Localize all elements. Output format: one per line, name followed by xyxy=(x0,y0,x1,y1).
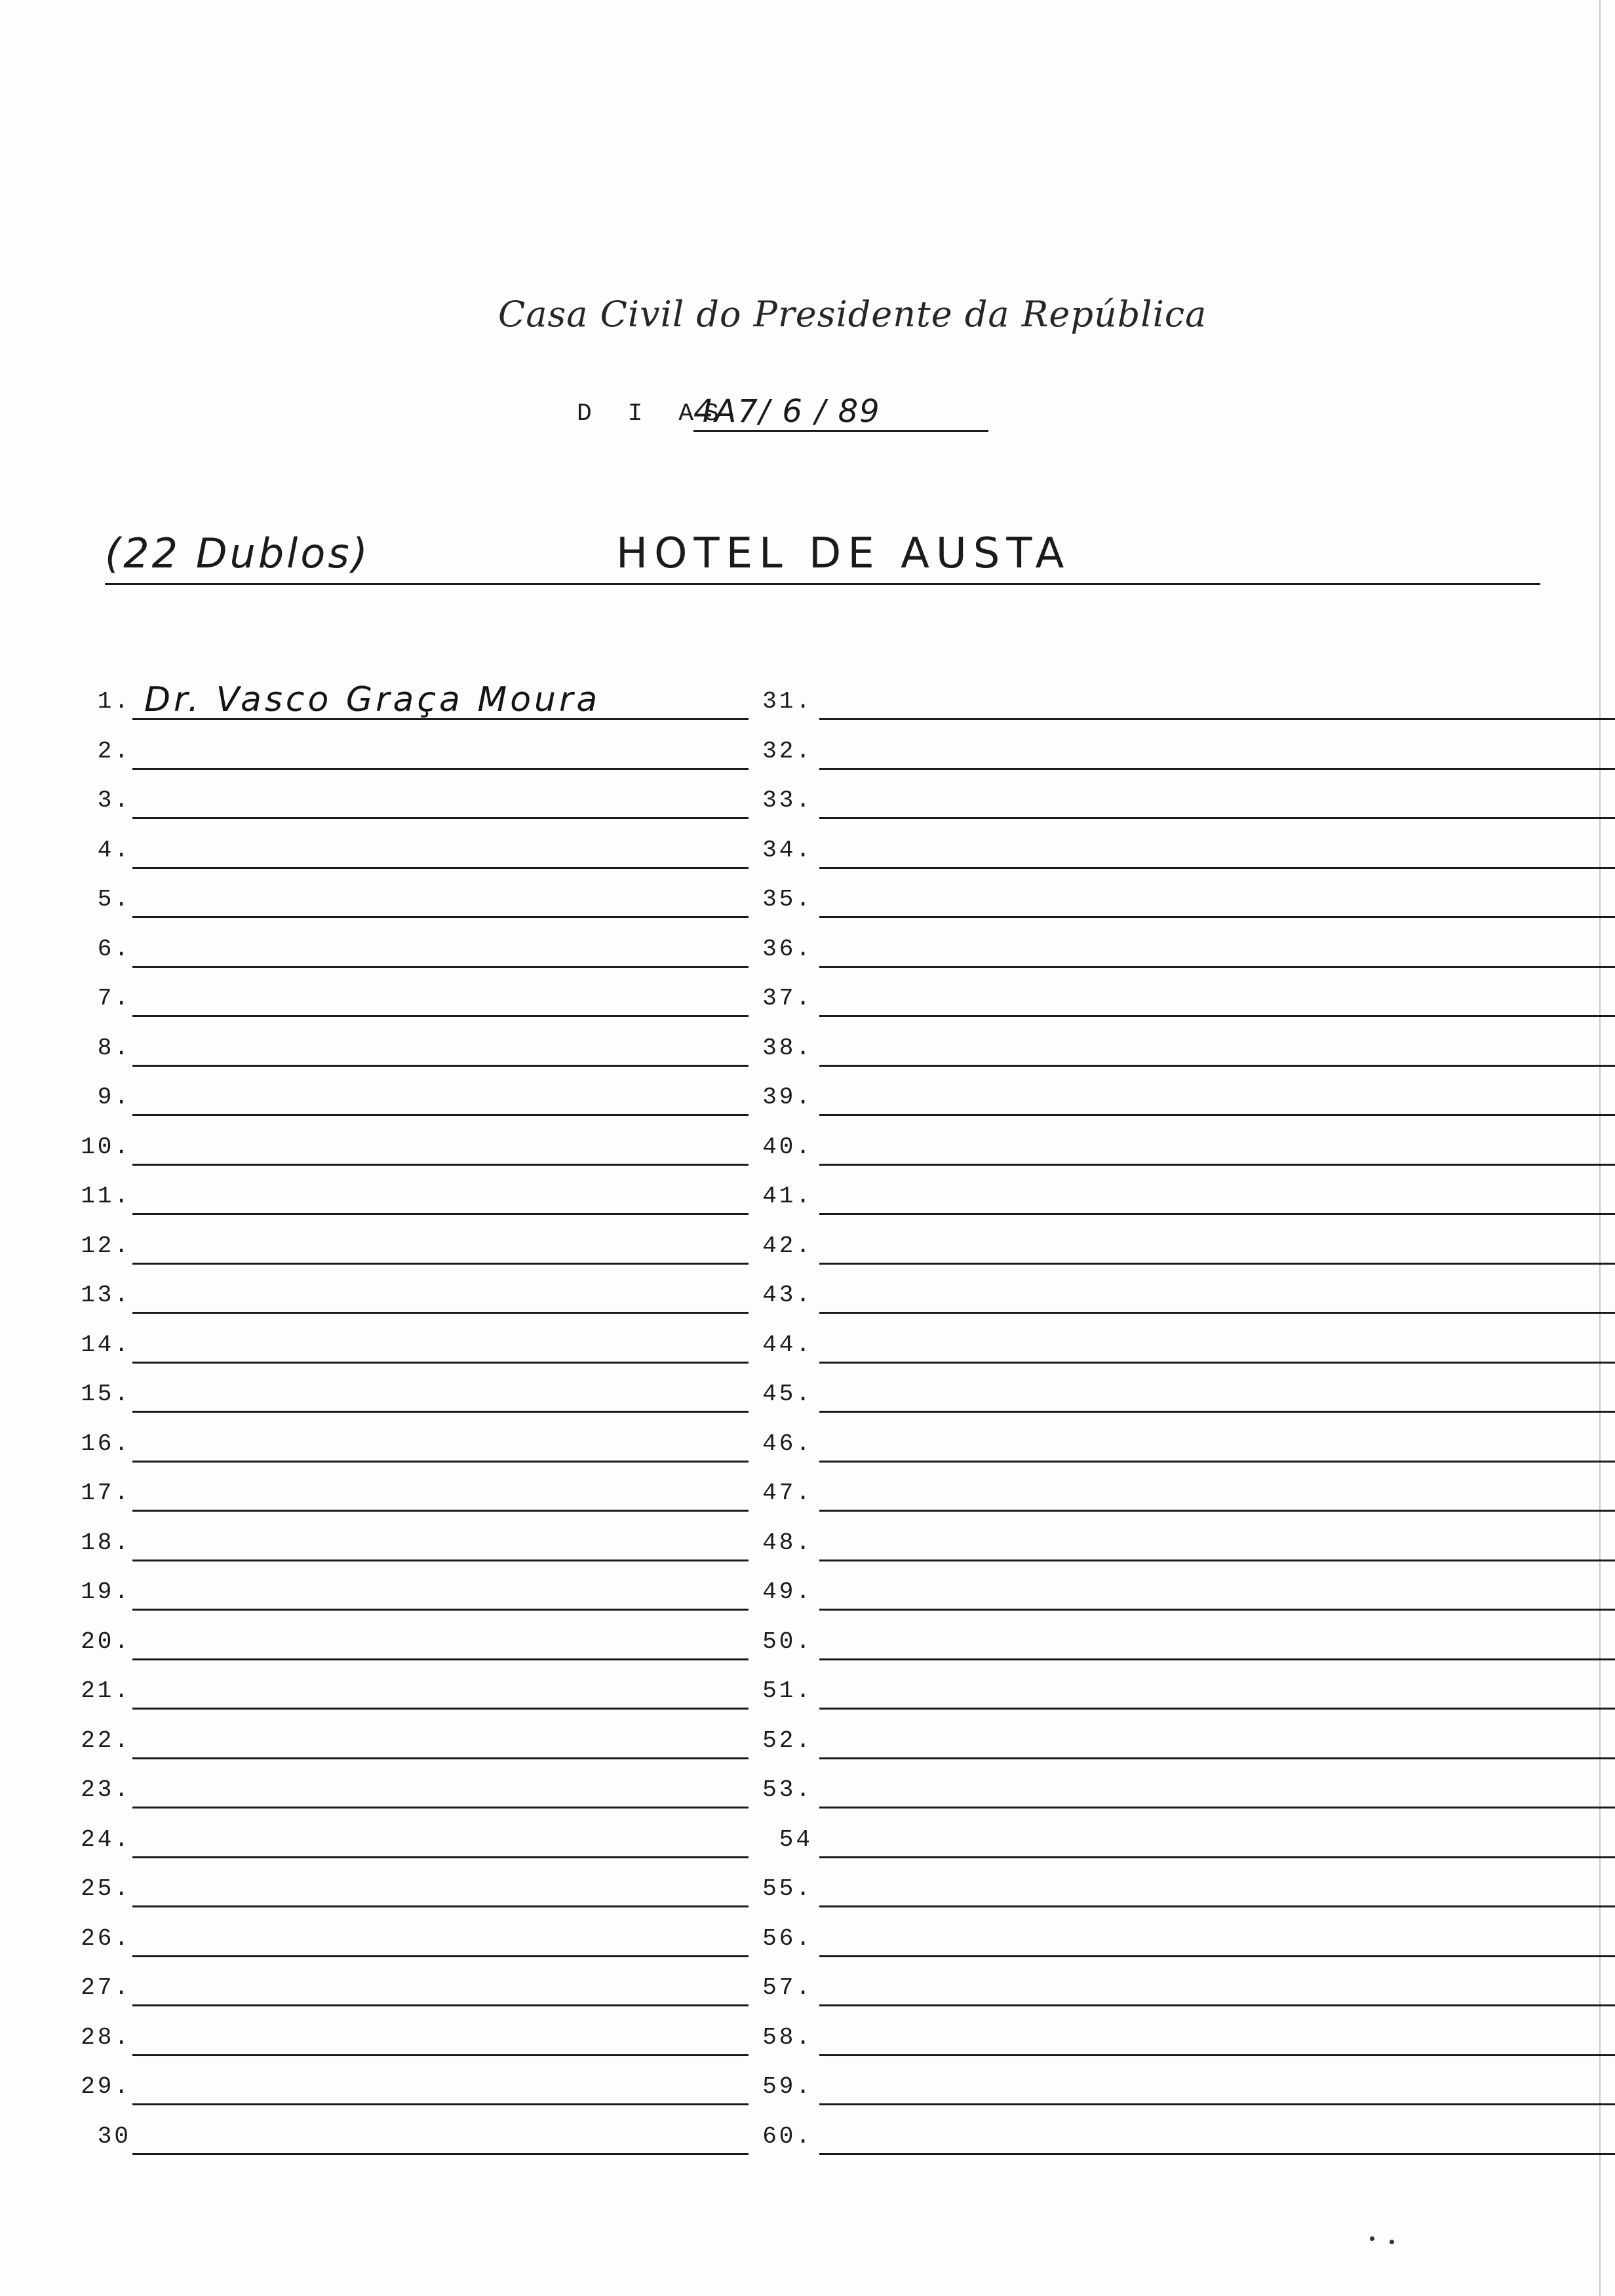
entry-number: 53. xyxy=(762,1776,813,1803)
entry-number: 47. xyxy=(762,1480,813,1506)
entry-number: 17. xyxy=(81,1480,131,1506)
entry-number: 21. xyxy=(81,1677,131,1704)
list-entry xyxy=(59,1523,787,1562)
entry-number: 28. xyxy=(81,2024,131,2051)
entry-name: Dr. Vasco Graça Moura xyxy=(144,680,601,719)
entry-number: 49. xyxy=(762,1578,813,1605)
list-entry xyxy=(741,1671,1553,1710)
entry-line xyxy=(819,1708,1615,1710)
entry-line xyxy=(132,1757,749,1759)
entry-line xyxy=(819,1015,1615,1017)
entry-number: 25. xyxy=(81,1875,131,1902)
entry-number: 36. xyxy=(762,936,813,963)
list-entry xyxy=(741,1770,1553,1809)
entry-number: 32. xyxy=(762,738,813,765)
entry-number: 40. xyxy=(762,1134,813,1160)
entry-line xyxy=(819,2004,1615,2006)
list-entry xyxy=(741,1275,1553,1314)
entry-line xyxy=(819,1065,1615,1067)
list-entry xyxy=(59,1869,787,1908)
punch-hole-mark xyxy=(41,801,88,848)
entry-line xyxy=(819,817,1615,819)
list-entry xyxy=(741,1622,1553,1661)
list-entry xyxy=(741,780,1553,820)
entry-line xyxy=(132,2103,749,2105)
entry-number: 5. xyxy=(97,886,131,913)
entry-number: 26. xyxy=(81,1925,131,1952)
entry-line xyxy=(132,867,749,869)
entry-number: 38. xyxy=(762,1035,813,1062)
entry-number: 43. xyxy=(762,1282,813,1309)
entry-line xyxy=(132,2153,749,2155)
entry-line xyxy=(819,1263,1615,1265)
entry-line xyxy=(819,916,1615,918)
list-entry xyxy=(741,1028,1553,1067)
list-entry xyxy=(741,1473,1553,1512)
entry-number: 52. xyxy=(762,1727,813,1754)
entry-line xyxy=(819,1905,1615,1907)
list-entry xyxy=(741,1919,1553,1958)
rooms-note: (22 Dublos) xyxy=(105,529,370,577)
list-entry xyxy=(741,2067,1553,2106)
entry-line xyxy=(819,1807,1615,1808)
list-entry xyxy=(741,731,1553,771)
list-entry xyxy=(59,1572,787,1611)
list-entry xyxy=(59,1226,787,1265)
list-entry xyxy=(59,1325,787,1364)
entry-number: 8. xyxy=(97,1035,131,1062)
entry-number: 1. xyxy=(97,688,131,715)
list-entry xyxy=(59,2018,787,2057)
entry-line xyxy=(819,768,1615,770)
entry-line xyxy=(819,1114,1615,1116)
scan-speck xyxy=(1370,2236,1374,2241)
entry-line xyxy=(132,2054,749,2056)
entry-number: 9. xyxy=(97,1084,131,1111)
list-entry xyxy=(59,1622,787,1661)
entry-line xyxy=(132,1312,749,1314)
list-entry xyxy=(59,978,787,1018)
list-entry xyxy=(59,929,787,968)
entry-line xyxy=(819,1856,1615,1858)
entry-number: 44. xyxy=(762,1331,813,1358)
list-entry xyxy=(741,929,1553,968)
list-entry xyxy=(741,1721,1553,1760)
list-entry xyxy=(741,1572,1553,1611)
list-entry xyxy=(59,1671,787,1710)
entry-line xyxy=(132,1263,749,1265)
entry-number: 60. xyxy=(762,2123,813,2150)
entry-line xyxy=(132,1461,749,1463)
list-entry xyxy=(59,1077,787,1117)
list-entry xyxy=(59,1968,787,2007)
list-entry xyxy=(741,2018,1553,2057)
list-entry xyxy=(59,780,787,820)
entry-number: 3. xyxy=(97,787,131,814)
entry-number: 7. xyxy=(97,985,131,1012)
entry-line xyxy=(132,1905,749,1907)
entry-line xyxy=(132,1164,749,1166)
list-entry xyxy=(59,830,787,870)
list-entry xyxy=(59,1127,787,1166)
entry-number: 34. xyxy=(762,837,813,864)
entry-line xyxy=(819,1164,1615,1166)
entry-number: 20. xyxy=(81,1628,131,1655)
list-entry xyxy=(741,1325,1553,1364)
entry-line xyxy=(132,1510,749,1512)
list-entry xyxy=(59,879,787,919)
entry-line xyxy=(132,2004,749,2006)
list-entry xyxy=(741,1968,1553,2007)
list-entry xyxy=(59,1374,787,1413)
entry-line xyxy=(819,1411,1615,1413)
list-entry xyxy=(59,1820,787,1859)
entry-number: 13. xyxy=(81,1282,131,1309)
entry-line xyxy=(132,817,749,819)
entry-line xyxy=(132,1411,749,1413)
page-edge xyxy=(1599,0,1601,2296)
entry-line xyxy=(132,1955,749,1957)
list-entry xyxy=(741,879,1553,919)
entry-line xyxy=(819,1559,1615,1561)
list-entry xyxy=(741,2116,1553,2156)
entry-number: 41. xyxy=(762,1183,813,1210)
entry-number: 46. xyxy=(762,1430,813,1457)
entry-line xyxy=(819,718,1615,720)
entry-number: 24. xyxy=(81,1826,131,1853)
entry-number: 23. xyxy=(81,1776,131,1803)
entry-line xyxy=(132,1065,749,1067)
letterhead: Casa Civil do Presidente da República xyxy=(498,294,1207,335)
entry-number: 6. xyxy=(97,936,131,963)
list-entry xyxy=(59,1770,787,1809)
entry-line xyxy=(819,1757,1615,1759)
entry-line xyxy=(819,1312,1615,1314)
entry-number: 18. xyxy=(81,1529,131,1556)
entry-line xyxy=(132,916,749,918)
entry-number: 55. xyxy=(762,1875,813,1902)
entry-line xyxy=(819,2103,1615,2105)
list-entry xyxy=(741,1077,1553,1117)
hotel-name: HOTEL DE AUSTA xyxy=(616,529,1071,578)
list-entry xyxy=(59,681,787,721)
entry-number: 10. xyxy=(81,1134,131,1160)
title-row xyxy=(105,524,1540,585)
entry-line xyxy=(132,1213,749,1215)
list-entry xyxy=(741,1176,1553,1215)
entry-line xyxy=(132,1362,749,1364)
list-entry xyxy=(741,1523,1553,1562)
entry-number: 42. xyxy=(762,1233,813,1259)
entry-line xyxy=(819,1362,1615,1364)
entry-line xyxy=(819,1213,1615,1215)
entry-line xyxy=(132,1856,749,1858)
reference-number: 4A7/ 6 / 89 xyxy=(693,393,988,432)
entry-number: 19. xyxy=(81,1578,131,1605)
list-entry xyxy=(59,731,787,771)
entry-line xyxy=(819,1658,1615,1660)
list-entry xyxy=(59,1028,787,1067)
list-entry xyxy=(59,1919,787,1958)
entry-number: 15. xyxy=(81,1381,131,1407)
list-entry xyxy=(59,1176,787,1215)
entry-number: 54 xyxy=(779,1826,813,1853)
entry-number: 12. xyxy=(81,1233,131,1259)
entry-number: 4. xyxy=(97,837,131,864)
list-entry xyxy=(59,2067,787,2106)
list-entry xyxy=(741,1820,1553,1859)
entry-line xyxy=(819,1955,1615,1957)
entry-number: 22. xyxy=(81,1727,131,1754)
entry-line xyxy=(132,1807,749,1808)
entry-number: 35. xyxy=(762,886,813,913)
entry-line xyxy=(819,1461,1615,1463)
entry-number: 31. xyxy=(762,688,813,715)
list-entry xyxy=(59,1721,787,1760)
reference-prefix: D I AS xyxy=(577,400,730,428)
entry-line xyxy=(819,2153,1615,2155)
list-entry xyxy=(741,1226,1553,1265)
reference-row xyxy=(577,393,1075,446)
entry-line xyxy=(819,2054,1615,2056)
entry-number: 16. xyxy=(81,1430,131,1457)
entry-number: 57. xyxy=(762,1974,813,2001)
entry-line xyxy=(132,1114,749,1116)
entry-line xyxy=(132,966,749,968)
punch-hole-mark xyxy=(37,1422,84,1469)
list-entry xyxy=(741,1127,1553,1166)
entry-number: 48. xyxy=(762,1529,813,1556)
entry-number: 33. xyxy=(762,787,813,814)
list-entry xyxy=(59,1275,787,1314)
entry-line xyxy=(819,1510,1615,1512)
entry-line xyxy=(132,1609,749,1611)
entry-number: 39. xyxy=(762,1084,813,1111)
list-entry xyxy=(741,830,1553,870)
list-entry xyxy=(741,1424,1553,1463)
entry-line xyxy=(819,867,1615,869)
entry-line xyxy=(132,1658,749,1660)
entry-line xyxy=(132,1015,749,1017)
entry-number: 37. xyxy=(762,985,813,1012)
entry-number: 14. xyxy=(81,1331,131,1358)
list-entry xyxy=(741,978,1553,1018)
list-entry xyxy=(741,1869,1553,1908)
entry-number: 51. xyxy=(762,1677,813,1704)
entry-line xyxy=(132,768,749,770)
entry-number: 59. xyxy=(762,2073,813,2100)
entry-number: 2. xyxy=(97,738,131,765)
entry-number: 56. xyxy=(762,1925,813,1952)
entry-line xyxy=(132,1559,749,1561)
entry-number: 11. xyxy=(81,1183,131,1210)
entry-number: 30 xyxy=(97,2123,131,2150)
entry-number: 29. xyxy=(81,2073,131,2100)
list-entry xyxy=(59,1473,787,1512)
list-entry xyxy=(59,1424,787,1463)
entry-number: 50. xyxy=(762,1628,813,1655)
list-entry xyxy=(741,1374,1553,1413)
entry-number: 27. xyxy=(81,1974,131,2001)
entry-line xyxy=(819,966,1615,968)
entry-line xyxy=(132,1708,749,1710)
list-entry xyxy=(59,2116,787,2156)
entry-number: 45. xyxy=(762,1381,813,1407)
list-entry xyxy=(741,681,1553,721)
entry-number: 58. xyxy=(762,2024,813,2051)
scan-speck xyxy=(1390,2240,1394,2244)
entry-line xyxy=(819,1609,1615,1611)
